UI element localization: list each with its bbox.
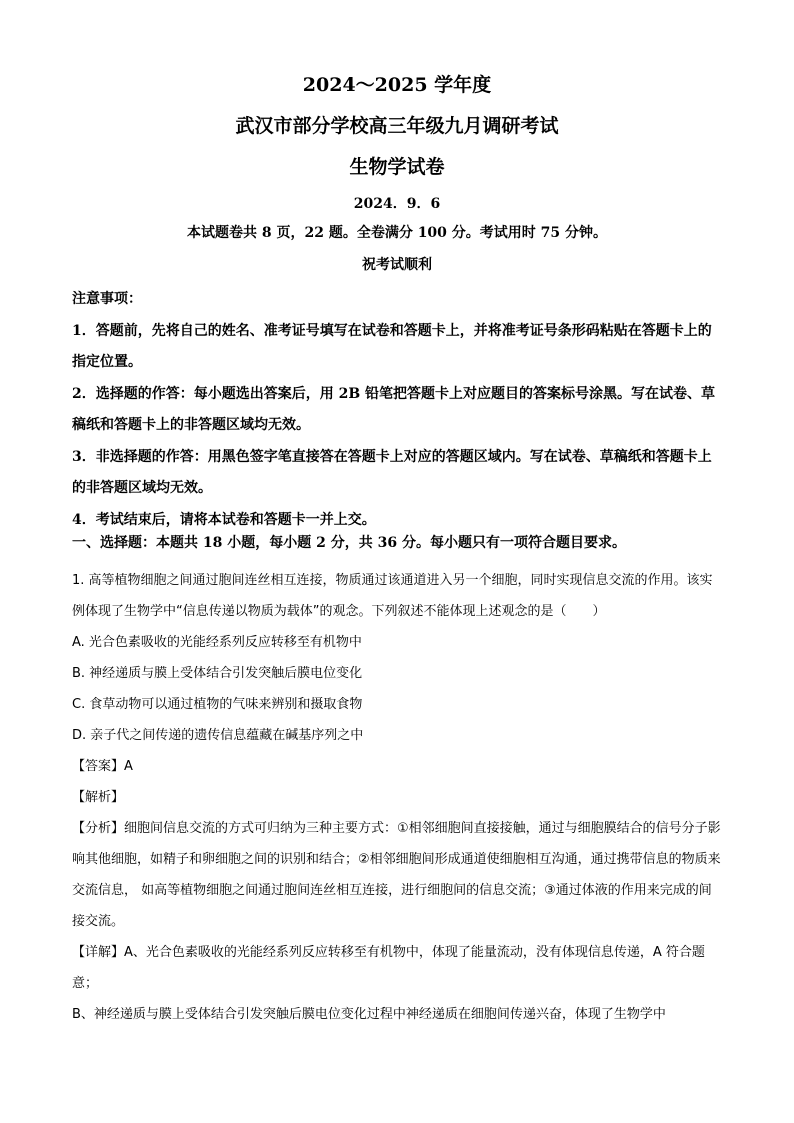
academic-year: 2024～2025 学年度 — [302, 74, 492, 96]
answer-value: A — [124, 759, 133, 774]
exam-info: 本试题卷共 8 页，22 题。全卷满分 100 分。考试用时 75 分钟。 — [186, 225, 608, 241]
note-item: 4．考试结束后，请将本试卷和答题卡一并上交。 — [72, 511, 376, 528]
exam-title: 武汉市部分学校高三年级九月调研考试 — [235, 115, 559, 137]
question-stem: 1. 高等植物细胞之间通过胞间连丝相互连接，物质通过该通道进入另一个细胞，同时实现信息交流的作用。该实例体现了生物学中“信息传递以物质为载体”的观念。下列叙述不能体现上述观念的是（ ） — [72, 573, 713, 619]
exam-date: 2024．9．6 — [353, 196, 441, 212]
answer-line — [72, 751, 724, 782]
question-1 — [72, 565, 724, 1030]
exam-wish: 祝考试顺利 — [362, 257, 432, 273]
option-a: A. 光合色素吸收的光能经系列反应转移至有机物中 — [72, 635, 362, 650]
detail-b: B、神经递质与膜上受体结合引发突触后膜电位变化过程中神经递质在细胞间传递兴奋，体现了生物学中 — [72, 1007, 666, 1022]
detail-a — [72, 937, 724, 999]
notes-block — [72, 284, 724, 536]
analysis-text — [72, 813, 724, 937]
note-item: 2．选择题的作答：每小题选出答案后，用 2B 铅笔把答题卡上对应题目的答案标号涂黑。写在试卷、草稿纸和答题卡上的非答题区域均无效。 — [72, 385, 716, 433]
analysis-label: 【解析】 — [72, 790, 125, 805]
analysis-body: 细胞间信息交流的方式可归纳为三种主要方式：①相邻细胞间直接接触，通过与细胞膜结合的信号分子影响其他细胞，如精子和卵细胞之间的识别和结合；②相邻细胞间形成通道使细胞相互沟通，通过携带信息的物质来交流信息， 如高等植物细胞之间通过胞间连丝相互连接，进行细胞间的信息交流；③通过体液的作用来完成的间接交流。 — [72, 821, 721, 929]
option-c: C. 食草动物可以通过植物的气味来辨别和摄取食物 — [72, 697, 363, 712]
answer-label: 【答案】 — [72, 759, 125, 774]
detail-prefix: 【详解】 — [72, 945, 125, 960]
subject-title: 生物学试卷 — [349, 156, 445, 178]
detail-a-body: A、光合色素吸收的光能经系列反应转移至有机物中，体现了能量流动，没有体现信息传递，A 符合题意； — [72, 945, 705, 991]
note-item: 3．非选择题的作答：用黑色签字笔直接答在答题卡上对应的答题区域内。写在试卷、草稿纸和答题卡上的非答题区域均无效。 — [72, 448, 712, 496]
section-title: 一、选择题：本题共 18 小题，每小题 2 分，共 36 分。每小题只有一项符合题目要求。 — [72, 535, 626, 551]
note-item: 1．答题前，先将自己的姓名、准考证号填写在试卷和答题卡上，并将准考证号条形码粘贴在答题卡上的指定位置。 — [72, 322, 712, 370]
notes-heading: 注意事项： — [72, 291, 142, 307]
option-d: D. 亲子代之间传递的遗传信息蕴藏在碱基序列之中 — [72, 728, 364, 743]
analysis-prefix: 【分析】 — [72, 821, 125, 836]
option-b: B. 神经递质与膜上受体结合引发突触后膜电位变化 — [72, 666, 363, 681]
